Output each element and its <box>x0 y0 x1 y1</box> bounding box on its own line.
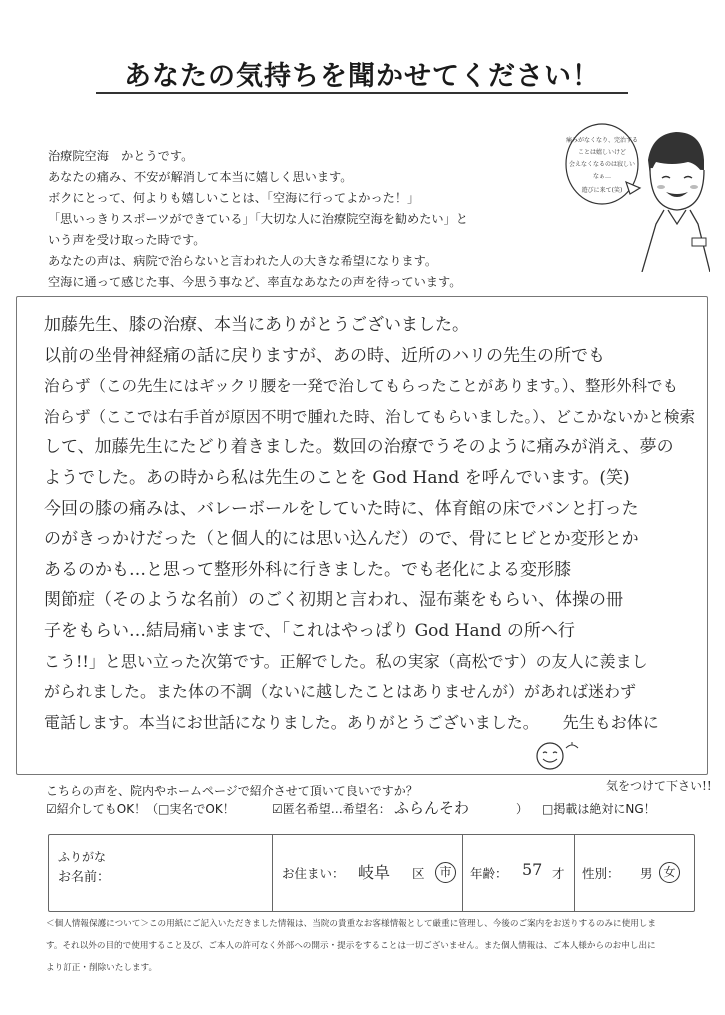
age-unit: 才 <box>552 866 565 881</box>
message-line: あるのかも…と思って整形外科に行きました。でも老化による変形膝 <box>44 559 571 580</box>
consent-question: こちらの声を、院内やホームページで紹介させて頂いて良いですか？ <box>46 784 418 798</box>
bubble-line: 会えなくなるのは寂しい <box>568 161 636 168</box>
privacy-line: す。それ以外の目的で使用すること及び、ご本人の許可なく外部への開示・提示をすることは一切ございません。また個人情報は、ご本人様からのお申し出に <box>46 941 656 951</box>
ward-label: 区 <box>412 866 425 881</box>
info-divider <box>462 834 463 912</box>
name-label: お名前： <box>58 870 111 885</box>
age-value: 57 <box>522 860 543 879</box>
message-line: 治らず（ここでは右手首が原因不明で腫れた時、治してもらいました。）、どこかないかと検索 <box>44 407 696 426</box>
bubble-line: 痛みがなくなり、完治する <box>565 137 639 144</box>
age-label: 年齢： <box>470 866 508 881</box>
bubble-line: なぁ… <box>592 173 612 180</box>
message-line: 電話します。本当にお世話になりました。ありがとうございました。 先生もお体に <box>44 712 659 732</box>
city-label <box>432 862 456 883</box>
handwritten-message <box>44 310 714 738</box>
message-tail: 気をつけて下さい!! <box>606 779 712 793</box>
info-divider <box>574 834 575 912</box>
intro-line: あなたの声は、病院で治らないと言われた人の大きな希望になります。 <box>48 254 438 268</box>
intro-line: あなたの痛み、不安が解消して本当に嬉しく思います。 <box>48 170 353 184</box>
gender-female-circled: 女 <box>659 862 680 883</box>
city-circled: 市 <box>435 862 456 883</box>
consent-ok-checkbox[interactable]: ☑紹介してもOK！（□実名でOK！ <box>46 802 235 816</box>
message-line: ようでした。あの時から私は先生のことを God Hand を呼んでいます。(笑) <box>44 467 630 488</box>
gender-female-wrap <box>656 862 680 883</box>
message-line: 加藤先生、膝の治療、本当にありがとうございました。 <box>44 315 469 335</box>
intro-text <box>48 146 608 293</box>
intro-line: いう声を受け取った時です。 <box>48 233 206 247</box>
bubble-line: ことは嬉しいけど <box>577 149 627 156</box>
message-line: して、加藤先生にたどり着きました。数回の治療でうそのように痛みが消え、夢の <box>44 437 674 458</box>
intro-line: 「思いっきりスポーツができている」「大切な人に治療院空海を勧めたい」と <box>48 212 468 226</box>
message-line: こう!!」と思い立った次第です。正解でした。私の実家（高松です）の友人に羨まし <box>44 651 648 671</box>
mascot-illustration <box>560 112 710 272</box>
message-line: 子をもらい…結局痛いままで、「これはやっぱり God Hand の所へ行 <box>44 620 575 641</box>
consent-paren: ） <box>516 802 529 816</box>
info-divider <box>272 834 273 912</box>
message-line: 治らず（この先生にはギックリ腰を一発で治してもらったことがあります。）、整形外科でも <box>44 377 678 396</box>
message-line: がられました。また体の不調（ないに越したことはありませんが）があれば迷わず <box>44 682 637 702</box>
message-line: 以前の坐骨神経痛の話に戻りますが、あの時、近所のハリの先生の所でも <box>44 345 605 366</box>
message-line: 関節症（そのような名前）のごく初期と言われ、湿布薬をもらい、体操の冊 <box>44 590 624 611</box>
address-value: 岐阜 <box>358 863 391 882</box>
message-line: のがきっかけだった（と個人的には思い込んだ）ので、骨にヒビとか変形とか <box>44 529 639 550</box>
pen-name-value: ふらんそわ <box>394 799 470 817</box>
message-line: 今回の膝の痛みは、バレーボールをしていた時に、体育館の床でバンと打った <box>44 498 639 519</box>
gender-label: 性別： <box>582 866 620 881</box>
page-title: あなたの気持ちを聞かせてください！ <box>124 61 600 92</box>
consent-ng-checkbox[interactable]: □掲載は絶対にNG！ <box>542 802 656 816</box>
title-underline <box>96 92 628 94</box>
privacy-notice <box>46 913 696 979</box>
intro-line: ボクにとって、何よりも嬉しいことは、「空海に行ってよかった！」 <box>48 191 420 205</box>
intro-line: 空海に通って感じた事、今思う事など、率直なあなたの声を待っています。 <box>48 275 462 289</box>
address-label: お住まい： <box>282 866 345 881</box>
privacy-line: ＜個人情報保護について＞この用紙にご記入いただきました情報は、当院の貴重なお客様情報として厳重に管理し、今後のご案内をお送りするのみに使用しま <box>46 919 656 929</box>
smiley-doodle <box>532 738 604 774</box>
bubble-line: 遊びに来て(笑) <box>581 187 623 194</box>
intro-line: 治療院空海 かとうです。 <box>48 149 194 163</box>
privacy-line: より訂正・削除いたします。 <box>46 963 158 973</box>
gender-male: 男 <box>640 866 653 881</box>
furigana-label: ふりがな <box>58 850 107 864</box>
consent-anonymous-checkbox[interactable]: ☑匿名希望…希望名： <box>272 802 391 816</box>
